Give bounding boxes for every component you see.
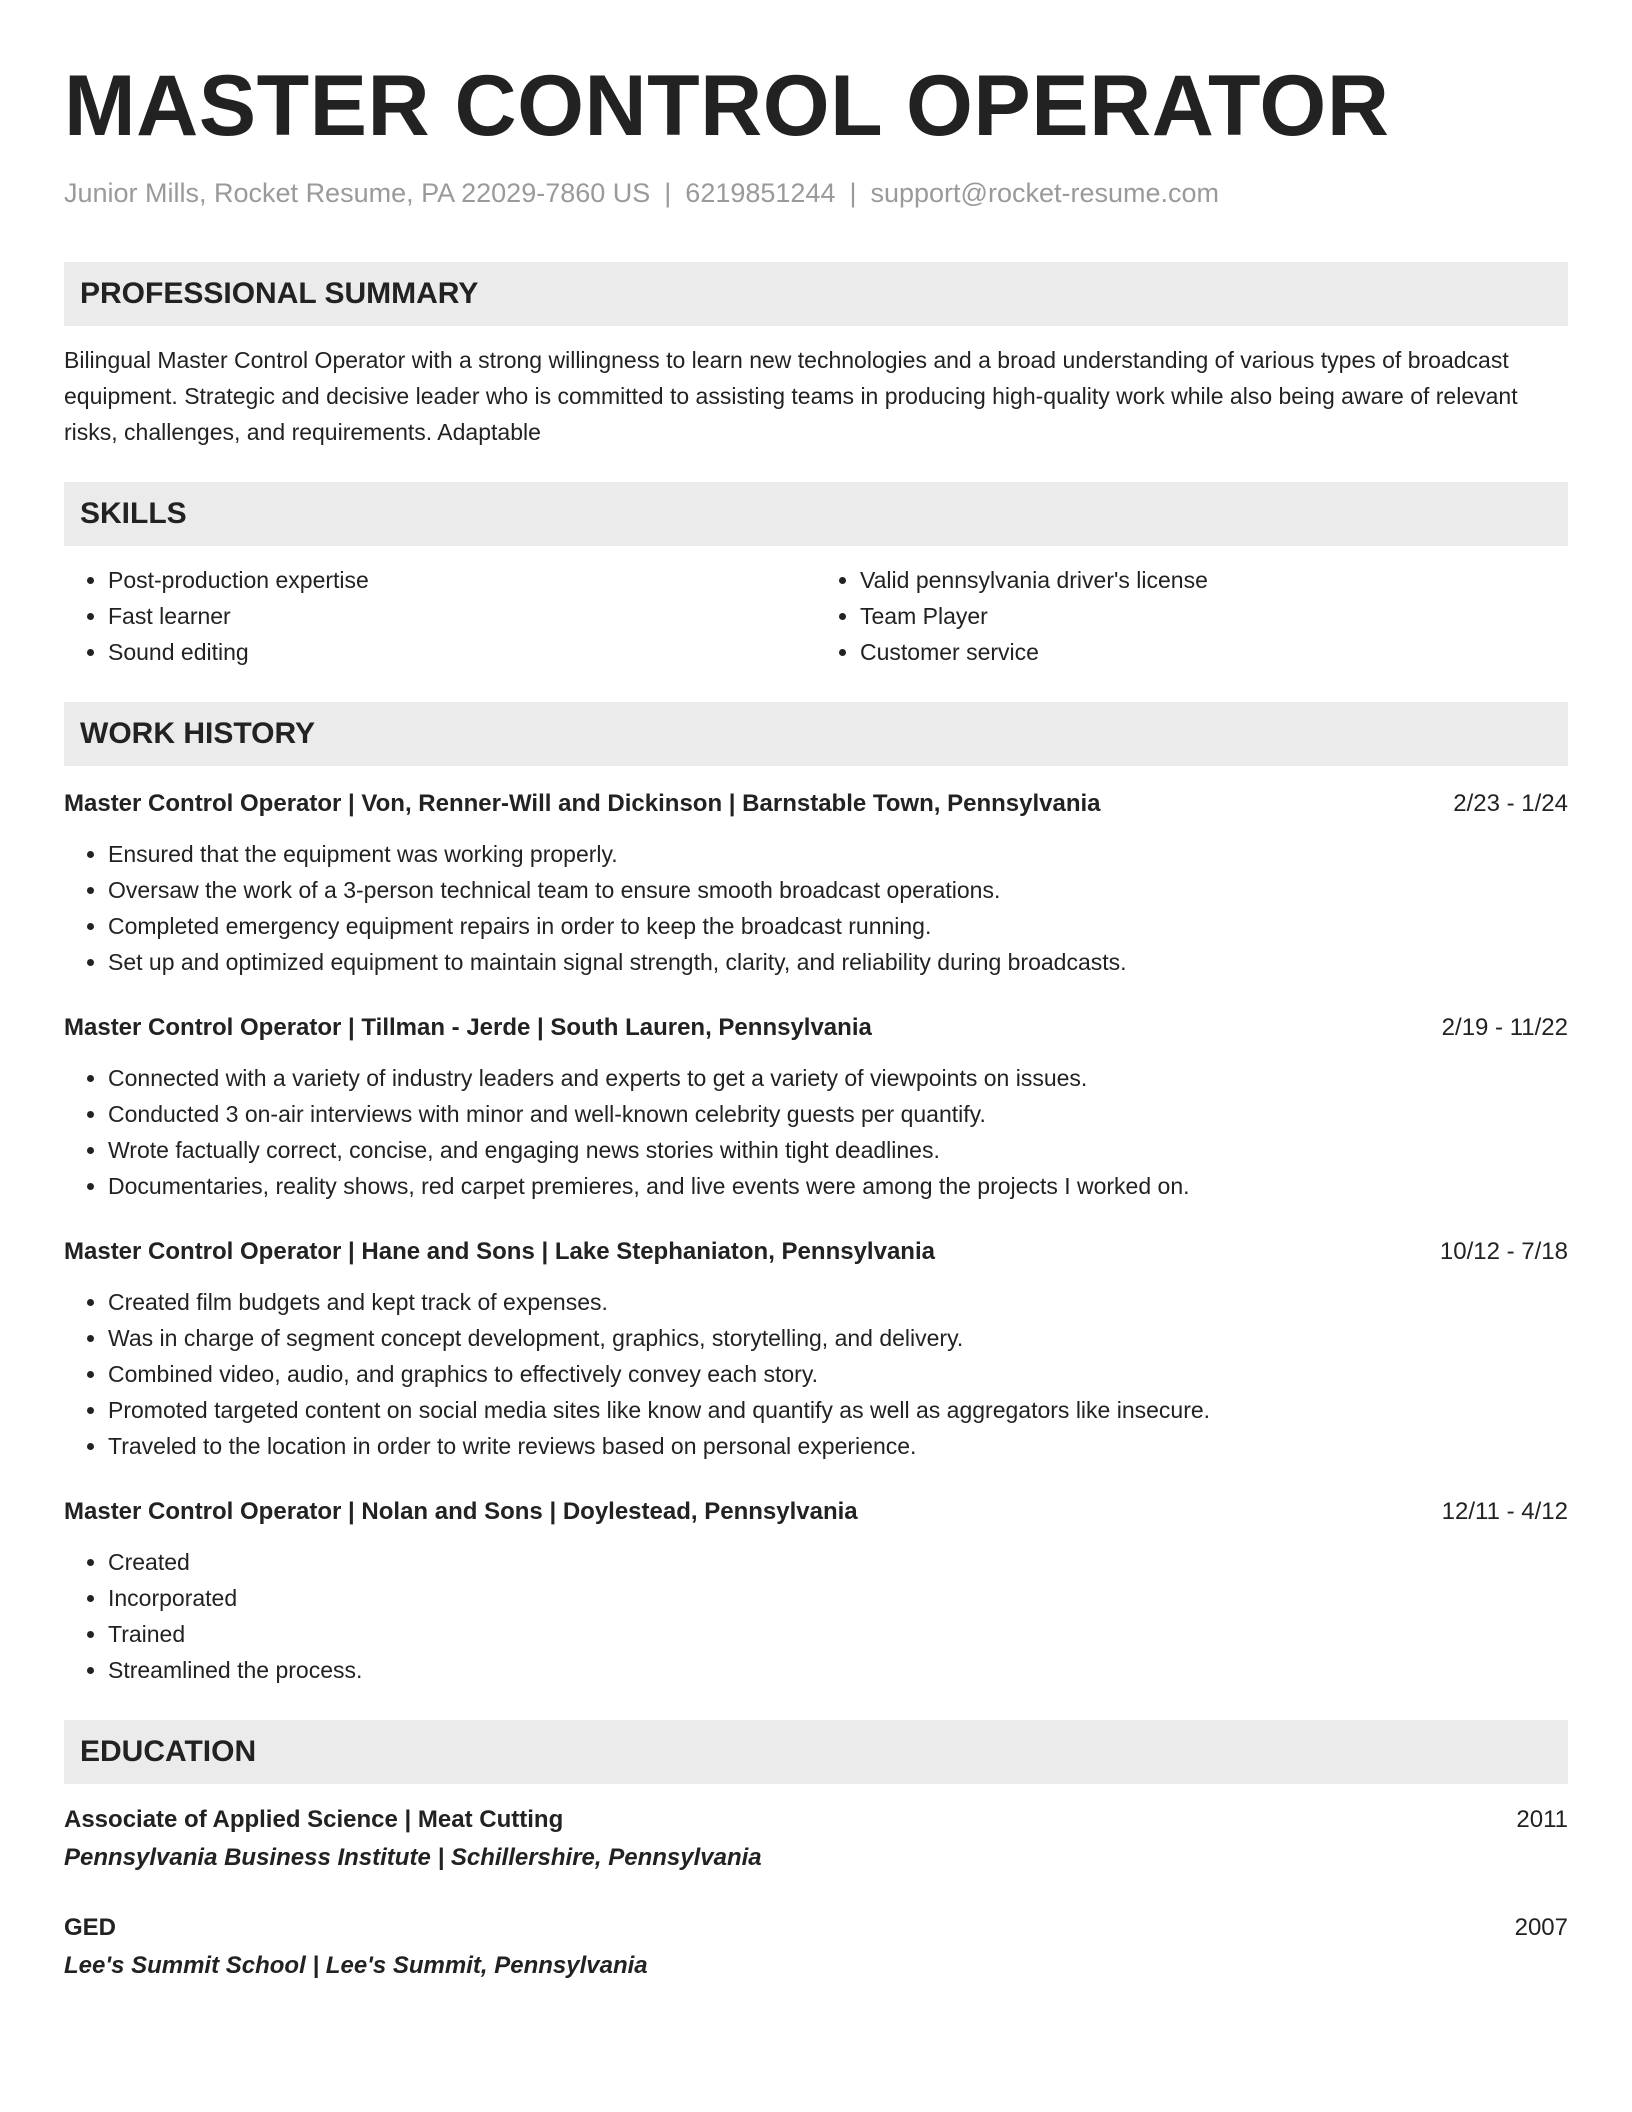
work-history-heading: WORK HISTORY xyxy=(64,702,1568,766)
job-header xyxy=(64,1010,1568,1046)
skills-column-left xyxy=(64,562,816,670)
job-header xyxy=(64,786,1568,822)
job-bullet: • Was in charge of segment concept development, graphics, storytelling, and delivery. xyxy=(108,1320,1568,1356)
job-bullet: • Trained xyxy=(108,1616,1568,1652)
job-dates: 12/11 - 4/12 xyxy=(1441,1498,1568,1525)
skill-item: • Team Player xyxy=(860,598,1568,634)
degree: Associate of Applied Science | Meat Cutting xyxy=(64,1806,564,1833)
graduation-year: 2007 xyxy=(1514,1914,1568,1941)
skills-column-right xyxy=(816,562,1568,670)
candidate-name: MASTER CONTROL OPERATOR xyxy=(64,58,1390,154)
job-bullet: • Combined video, audio, and graphics to effectively convey each story. xyxy=(108,1356,1568,1392)
job-bullet: • Oversaw the work of a 3-person technical team to ensure smooth broadcast operations. xyxy=(108,872,1568,908)
job-bullets xyxy=(64,1284,1568,1464)
degree: GED xyxy=(64,1914,117,1941)
education-header xyxy=(64,1802,1568,1838)
education-entry xyxy=(64,1802,1568,1876)
job-bullet: • Connected with a variety of industry leaders and experts to get a variety of viewpoints on issues. xyxy=(108,1060,1568,1096)
education-heading: EDUCATION xyxy=(64,1720,1568,1784)
summary-text: Bilingual Master Control Operator with a strong willingness to learn new technologies and a broad understanding of various types of broadcast equipment. Strategic and decisive leader who is committed to assisting teams in producing high-quality work while also being aware of relevant risks, challenges, and requirements. Adaptable xyxy=(64,347,1518,445)
job-bullet: • Wrote factually correct, concise, and engaging news stories within tight deadlines. xyxy=(108,1132,1568,1168)
job-bullet: • Created xyxy=(108,1544,1568,1580)
job-title: Master Control Operator | Von, Renner-Will and Dickinson | Barnstable Town, Pennsylvania xyxy=(64,790,1101,817)
skills-heading: SKILLS xyxy=(64,482,1568,546)
summary-heading: PROFESSIONAL SUMMARY xyxy=(64,262,1568,326)
job-bullets xyxy=(64,836,1568,980)
job-dates: 2/19 - 11/22 xyxy=(1441,1014,1568,1041)
job-header xyxy=(64,1494,1568,1530)
job-bullets xyxy=(64,1060,1568,1204)
job-bullet: • Ensured that the equipment was working properly. xyxy=(108,836,1568,872)
contact-separator: | xyxy=(849,178,857,208)
contact-email: support@rocket-resume.com xyxy=(870,178,1220,208)
job-bullet: • Promoted targeted content on social media sites like know and quantify as well as aggregators like insecure. xyxy=(108,1392,1568,1428)
contact-separator: | xyxy=(664,178,672,208)
school-name: Lee's Summit School | Lee's Summit, Pennsylvania xyxy=(64,1952,648,1979)
skill-item: • Customer service xyxy=(860,634,1568,670)
skill-item: • Sound editing xyxy=(108,634,816,670)
job-header xyxy=(64,1234,1568,1270)
graduation-year: 2011 xyxy=(1516,1806,1568,1833)
job-dates: 2/23 - 1/24 xyxy=(1453,790,1568,817)
job-bullet: • Conducted 3 on-air interviews with minor and well-known celebrity guests per quantify. xyxy=(108,1096,1568,1132)
job-bullet: • Incorporated xyxy=(108,1580,1568,1616)
job-bullets xyxy=(64,1544,1568,1688)
education-entry xyxy=(64,1910,1568,1984)
skill-item: • Fast learner xyxy=(108,598,816,634)
job-bullet: • Documentaries, reality shows, red carpet premieres, and live events were among the projects I worked on. xyxy=(108,1168,1568,1204)
job-title: Master Control Operator | Tillman - Jerde | South Lauren, Pennsylvania xyxy=(64,1014,872,1041)
skill-item: • Valid pennsylvania driver's license xyxy=(860,562,1568,598)
contact-line xyxy=(64,176,1568,210)
job-entry xyxy=(64,1010,1568,1204)
job-entry xyxy=(64,1494,1568,1688)
skill-item: • Post-production expertise xyxy=(108,562,816,598)
job-bullet: • Streamlined the process. xyxy=(108,1652,1568,1688)
job-title: Master Control Operator | Nolan and Sons | Doylestead, Pennsylvania xyxy=(64,1498,858,1525)
job-bullet: • Set up and optimized equipment to maintain signal strength, clarity, and reliability during broadcasts. xyxy=(108,944,1568,980)
job-dates: 10/12 - 7/18 xyxy=(1439,1238,1568,1265)
school-name: Pennsylvania Business Institute | Schillershire, Pennsylvania xyxy=(64,1844,762,1871)
contact-address: Junior Mills, Rocket Resume, PA 22029-7860 US xyxy=(64,178,651,208)
contact-phone: 6219851244 xyxy=(685,178,836,208)
job-bullet: • Created film budgets and kept track of expenses. xyxy=(108,1284,1568,1320)
job-entry xyxy=(64,786,1568,980)
job-entry xyxy=(64,1234,1568,1464)
education-header xyxy=(64,1910,1568,1946)
job-title: Master Control Operator | Hane and Sons | Lake Stephaniaton, Pennsylvania xyxy=(64,1238,935,1265)
skills-list xyxy=(64,562,1568,670)
job-bullet: • Completed emergency equipment repairs in order to keep the broadcast running. xyxy=(108,908,1568,944)
job-bullet: • Traveled to the location in order to write reviews based on personal experience. xyxy=(108,1428,1568,1464)
